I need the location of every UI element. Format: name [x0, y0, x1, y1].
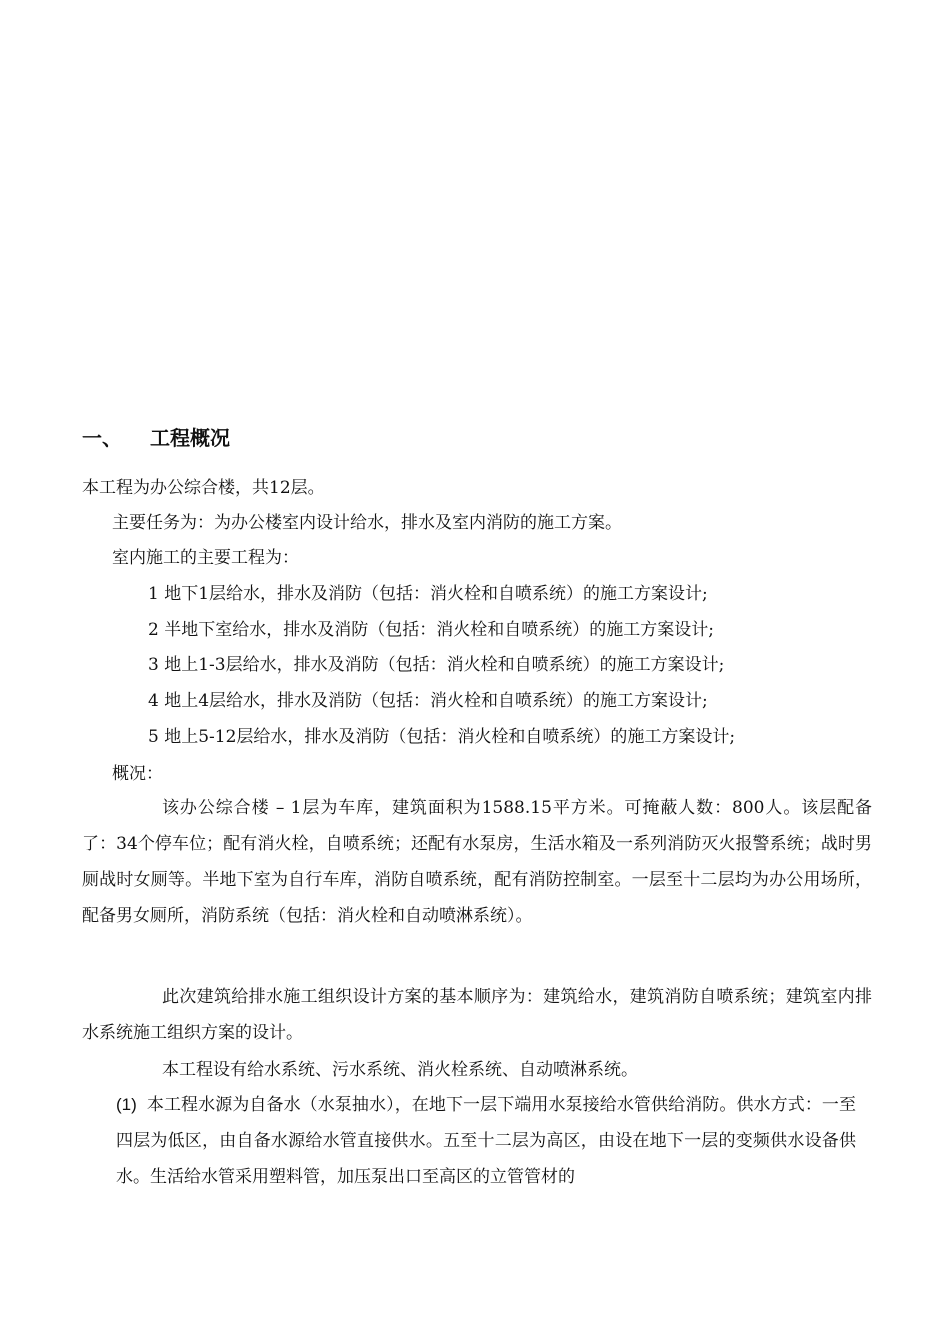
- section-heading: [82, 424, 230, 452]
- numbered-item-marker: (1): [116, 1095, 137, 1114]
- main-works-line: 室内施工的主要工程为：: [112, 548, 299, 568]
- work-item-5: 5 地上5-12层给水，排水及消防（包括：消火栓和自喷系统）的施工方案设计;: [148, 727, 736, 747]
- systems-paragraph: 本工程设有给水系统、污水系统、消火栓系统、自动喷淋系统。: [162, 1060, 638, 1080]
- work-item-4: 4 地上4层给水，排水及消防（包括：消火栓和自喷系统）的施工方案设计;: [148, 691, 708, 711]
- task-line: 主要任务为：为办公楼室内设计给水，排水及室内消防的施工方案。: [112, 513, 622, 533]
- faint-watermark: [110, 1322, 260, 1344]
- work-item-1: 1 地下1层给水，排水及消防（包括：消火栓和自喷系统）的施工方案设计;: [148, 584, 708, 604]
- intro-line: 本工程为办公综合楼，共12层。: [82, 478, 325, 498]
- overview-label: 概况：: [112, 764, 163, 784]
- order-paragraph: 此次建筑给排水施工组织设计方案的基本顺序为：建筑给水，建筑消防自喷系统；建筑室内排水系统施工组织方案的设计。: [82, 987, 872, 1043]
- section-title: 工程概况: [150, 426, 230, 450]
- work-item-2: 2 半地下室给水，排水及消防（包括：消火栓和自喷系统）的施工方案设计;: [148, 620, 714, 640]
- overview-paragraph: 该办公综合楼 – 1层为车库，建筑面积为1588.15平方米。可掩蔽人数：800人。该层配备了：34个停车位；配有消火栓，自喷系统；还配有水泵房，生活水箱及一系列消防灭火报警系统；战时男厕战时女厕等。半地下室为自行车库，消防自喷系统，配有消防控制室。一层至十二层均为办公用场所，配备男女厕所，消防系统（包括：消火栓和自动喷淋系统）。: [82, 798, 872, 926]
- numbered-item-1: [116, 1087, 856, 1195]
- section-number: 一、: [82, 426, 122, 450]
- numbered-item-text: 本工程水源为自备水（水泵抽水），在地下一层下端用水泵接给水管供给消防。供水方式：一至四层为低区，由自备水源给水管直接供水。五至十二层为高区，由设在地下一层的变频供水设备供水。生活给水管采用塑料管，加压泵出口至高区的立管管材的: [116, 1095, 856, 1187]
- work-item-3: 3 地上1-3层给水，排水及消防（包括：消火栓和自喷系统）的施工方案设计;: [148, 655, 725, 675]
